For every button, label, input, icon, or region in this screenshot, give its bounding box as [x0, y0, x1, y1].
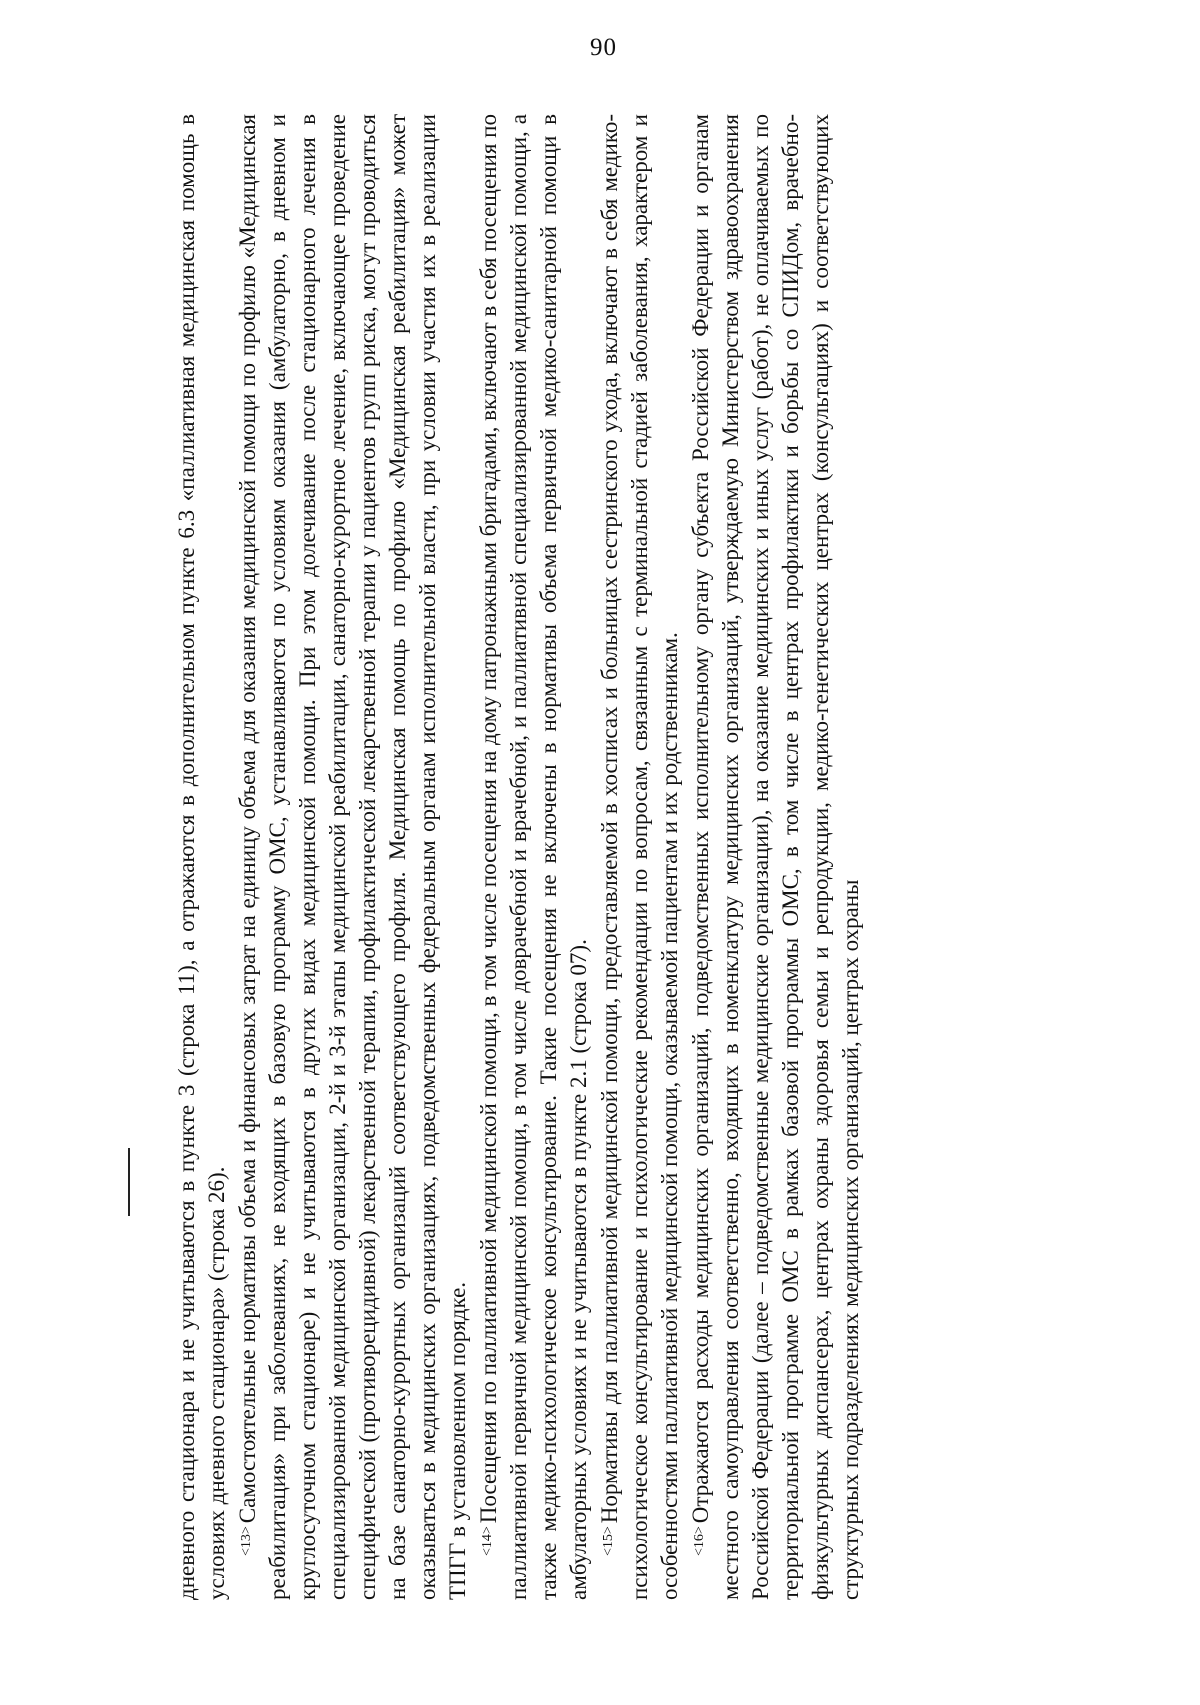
paragraph-continuation [172, 114, 232, 1600]
footnote-16 [685, 114, 866, 1600]
footnote-14 [473, 114, 594, 1600]
footnote-15 [594, 114, 685, 1600]
paragraph-text: дневного стационара и не учитываются в пункте 3 (строка 11), а отражаются в дополнительном пункте 6.3 «паллиативная медицинская помощь в условиях дневного стационара» (строка 26). [174, 114, 229, 1600]
footnote-text: Самостоятельные нормативы объема и финансовых затрат на единицу объема для оказания медицинской помощи по профилю «Медицинская реабилитация» при заболеваниях, не входящих в базовую программу ОМС, устанавливаются по условиям оказания (амбулаторно, в дневном и круглосуточном стационаре) и не учитываются в других видах медицинской помощи. При этом долечивание после стационарного лечения в специализированной медицинской организации, 2-й и 3-й этапы медицинской реабилитации, санаторно-курортное лечение, включающее проведение специфической (противорецидивной) лекарственной терапии, профилактической лекарственной терапии у пациентов групп риска, могут проводиться на базе санаторно-курортных организаций соответствующего профиля. Медицинская помощь по профилю «Медицинская реабилитация» может оказываться в медицинских организациях, подведомственных федеральным органам исполнительной власти, при условии участия их в реализации ТПГГ в установленном порядке. [235, 114, 470, 1600]
margin-mark [128, 1148, 130, 1216]
footnote-text: Посещения по паллиативной медицинской помощи, в том числе посещения на дому патронажными бригадами, включают в себя посещения по паллиативной первичной медицинской помощи, в том числе доврачебной и врачебной, и паллиативной специализированной медицинской помощи, а также медико-психологическое консультирование. Такие посещения не включены в нормативы объема первичной медико-санитарной помощи в амбулаторных условиях и не учитываются в пункте 2.1 (строка 07). [476, 114, 591, 1600]
footnote-text: Нормативы для паллиативной медицинской помощи, предоставляемой в хосписах и больницах сестринского ухода, включают в себя медико-психологическое консультирование и психологические рекомендации по вопросам, связанным с терминальной стадией заболевания, характером и особенностями паллиативной медицинской помощи, оказываемой пациентам и их родственникам. [597, 114, 682, 1600]
footnote-marker: <15> [601, 1526, 616, 1556]
footnote-marker: <16> [692, 1526, 707, 1556]
page-number: 90 [590, 34, 617, 61]
footnote-marker: <14> [480, 1526, 495, 1556]
footnote-text: Отражаются расходы медицинских организаций, подведомственных исполнительному органу субъекта Российской Федерации и органам местного самоуправления соответственно, входящих в номенклатуру медицинских организаций, утверждаемую Министерством здравоохранения Российской Федерации (далее – подведомственные медицинские организации), на оказание медицинских и иных услуг (работ), не оплачиваемых по территориальной программе ОМС в рамках базовой программы ОМС, в том числе в центрах профилактики и борьбы со СПИДом, врачебно-физкультурных диспансерах, центрах охраны здоровья семьи и репродукции, медико-генетических центрах (консультациях) и соответствующих структурных подразделениях медицинских организаций, центрах охраны [688, 114, 863, 1600]
footnote-13 [232, 114, 473, 1600]
footnote-marker: <13> [239, 1526, 254, 1556]
rotated-text-block [172, 114, 1087, 1600]
